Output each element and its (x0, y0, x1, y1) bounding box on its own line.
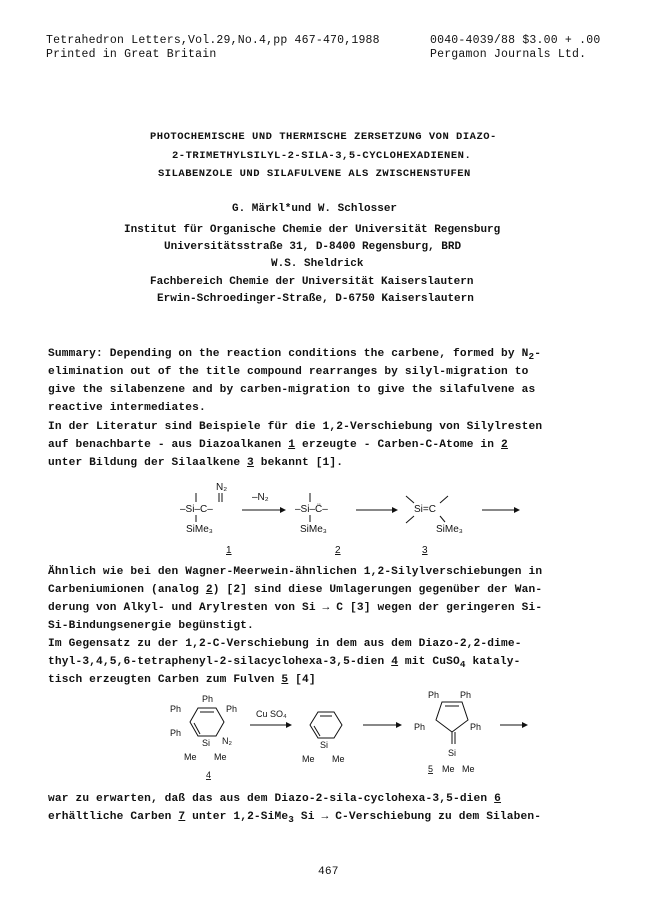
title-line-1: PHOTOCHEMISCHE UND THERMISCHE ZERSETZUNG VON DIAZO- (150, 131, 497, 143)
summary-label: Summary: (48, 348, 103, 360)
compound-ref-7: 7 (178, 811, 186, 823)
para2-line-2: Carbeniumionen (analog 2) [2] sind diese Umlagerungen gegenüber der Wan- (48, 584, 543, 596)
publisher: Pergamon Journals Ltd. (430, 48, 587, 61)
si-c-compound-1: –Si–C– (180, 504, 213, 515)
compound-ref-5: 5 (281, 674, 289, 686)
journal-citation: Tetrahedron Letters,Vol.29,No.4,pp 467-470,1988 (46, 34, 380, 47)
cuso4-reagent: Cu SO₄ (256, 709, 287, 719)
scheme-2 (150, 690, 550, 782)
n2-group: N₂ (216, 482, 228, 493)
para2-line-1: Ähnlich wie bei den Wagner-Meerwein-ähnlichen 1,2-Silylverschiebungen in (48, 566, 543, 578)
compound-ref-2: 2 (501, 439, 508, 451)
summary-line-2: elimination out of the title compound rearranges by silyl-migration to (48, 366, 529, 378)
me-4-right: Me (214, 752, 227, 762)
me-4-left: Me (184, 752, 197, 762)
compound-label-5: 5 (428, 764, 434, 774)
title-line-2: 2-TRIMETHYLSILYL-2-SILA-3,5-CYCLOHEXADIENEN. (172, 150, 472, 162)
price-code: 0040-4039/88 $3.00 + .00 (430, 34, 601, 47)
authors: G. Märkl*und W. Schlosser (232, 203, 398, 215)
affiliation-2-line-2: Erwin-Schroedinger-Straße, D-6750 Kaiserslautern (157, 293, 474, 305)
para3-line-2: erhältliche Carben 7 unter 1,2-SiMe$_3$ Si → C-Verschiebung zu dem Silaben- (48, 811, 542, 826)
sime3-compound-2: SiMe₃ (300, 524, 327, 535)
sime3-compound-3: SiMe₃ (436, 524, 463, 535)
si-eq-c-compound-3: Si=C (414, 504, 436, 515)
title-line-3: SILABENZOLE UND SILAFULVENE ALS ZWISCHENSTUFEN (158, 168, 471, 180)
compound-ref-6: 6 (494, 793, 502, 805)
si-c-compound-2: –Si–C̈– (295, 504, 328, 515)
ph-5-top-left: Ph (428, 690, 440, 700)
para1-line-3: unter Bildung der Silaalkene 3 bekannt [1]. (48, 457, 344, 469)
compound-ref-4: 4 (391, 656, 399, 668)
si-intermediate: Si (320, 740, 329, 750)
scheme-1 (130, 478, 550, 556)
me-5-right: Me (462, 764, 475, 774)
si-5: Si (448, 748, 457, 758)
compound-label-1: 1 (226, 545, 232, 556)
n2-4: N₂ (222, 736, 232, 746)
printed-in: Printed in Great Britain (46, 48, 217, 61)
me-int-left: Me (302, 754, 315, 764)
para2-line-5: Im Gegensatz zu der 1,2-C-Verschiebung in dem aus dem Diazo-2,2-dime- (48, 638, 522, 650)
si-4: Si (202, 738, 211, 748)
ph-4-right: Ph (226, 704, 238, 714)
ph-5-left: Ph (414, 722, 426, 732)
affiliation-1-line-2: Universitätsstraße 31, D-8400 Regensburg, BRD (164, 241, 462, 253)
ph-4-left-top: Ph (170, 704, 182, 714)
ph-5-top-right: Ph (460, 690, 472, 700)
sime3-compound-1: SiMe₃ (186, 524, 213, 535)
affiliation-1-line-1: Institut für Organische Chemie der Universität Regensburg (124, 224, 501, 236)
para3-line-1: war zu erwarten, daß das aus dem Diazo-2-sila-cyclohexa-3,5-dien 6 (48, 793, 502, 805)
affiliation-2-line-1: Fachbereich Chemie der Universität Kaiserslautern (150, 276, 474, 288)
me-int-right: Me (332, 754, 345, 764)
compound-ref-2b: 2 (205, 584, 213, 596)
para2-line-6: thyl-3,4,5,6-tetraphenyl-2-silacyclohexa-3,5-dien 4 mit CuSO$_4$ kataly- (48, 656, 521, 671)
para2-line-3: derung von Alkyl- und Arylresten von Si → C [3] wegen der geringeren Si- (48, 602, 543, 614)
ph-4-top: Ph (202, 694, 214, 704)
ph-5-right: Ph (470, 722, 482, 732)
me-5-left: Me (442, 764, 455, 774)
para2-line-4: Si-Bindungsenergie begünstigt. (48, 620, 254, 632)
compound-label-2: 2 (335, 545, 341, 556)
summary-line-4: reactive intermediates. (48, 402, 206, 414)
summary-line-3: give the silabenzene and by carben-migration to give the silafulvene as (48, 384, 536, 396)
page-number: 467 (318, 866, 339, 878)
compound-label-4: 4 (206, 770, 212, 780)
compound-ref-1: 1 (288, 439, 296, 451)
para1-line-2: auf benachbarte - aus Diazoalkanen 1 erzeugte - Carben-C-Atome in 2 (48, 439, 508, 451)
summary-line-1: Summary: Depending on the reaction conditions the carbene, formed by $N_2-$ (48, 348, 542, 363)
ph-4-left-bottom: Ph (170, 728, 182, 738)
compound-label-3: 3 (422, 545, 428, 556)
para1-line-1: In der Literatur sind Beispiele für die 1,2-Verschiebung von Silylresten (48, 421, 543, 433)
compound-ref-3: 3 (247, 457, 254, 469)
para2-line-7: tisch erzeugten Carben zum Fulven 5 [4] (48, 674, 316, 686)
author-2: W.S. Sheldrick (271, 258, 364, 270)
minus-n2-label: –N₂ (252, 492, 269, 503)
